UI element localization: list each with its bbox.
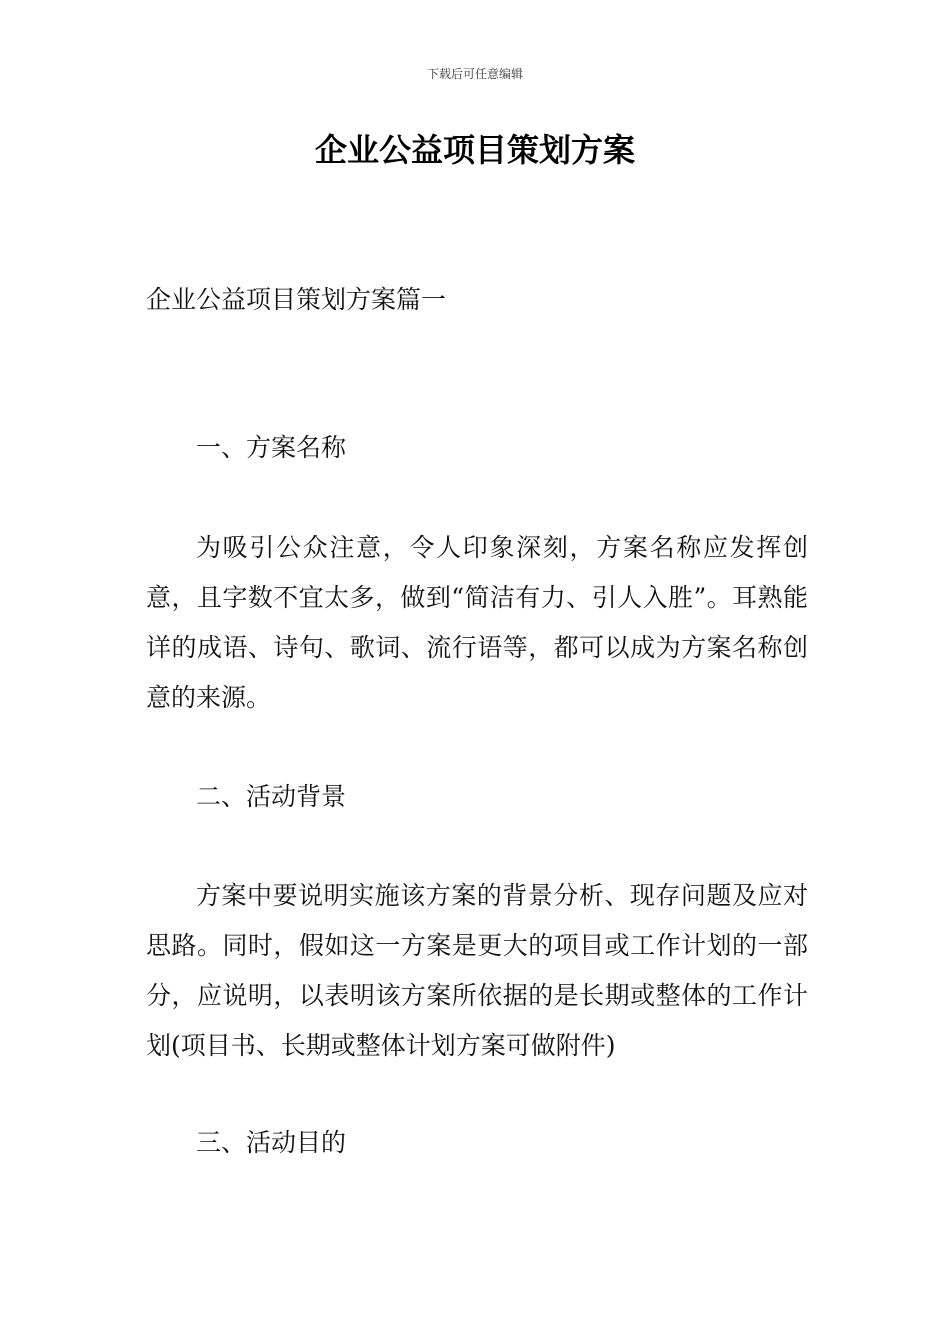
section-heading: 企业公益项目策划方案篇一 [146, 285, 447, 314]
heading-activity-background: 二、活动背景 [196, 782, 347, 811]
paragraph-activity-background: 方案中要说明实施该方案的背景分析、现存问题及应对思路。同时，假如这一方案是更大的项目或工作计划的一部分，应说明，以表明该方案所依据的是长期或整体的工作计划(项目书、长期或整体计划方案可做附件) [146, 881, 808, 1060]
heading-plan-name: 一、方案名称 [196, 433, 347, 462]
paragraph-plan-name: 为吸引公众注意，令人印象深刻，方案名称应发挥创意，且字数不宜太多，做到“简洁有力、引人入胜”。耳熟能详的成语、诗句、歌词、流行语等，都可以成为方案名称创意的来源。 [146, 533, 808, 712]
heading-activity-purpose: 三、活动目的 [196, 1128, 347, 1157]
page-title: 企业公益项目策划方案 [314, 131, 635, 169]
header-note: 下载后可任意编辑 [426, 67, 523, 81]
